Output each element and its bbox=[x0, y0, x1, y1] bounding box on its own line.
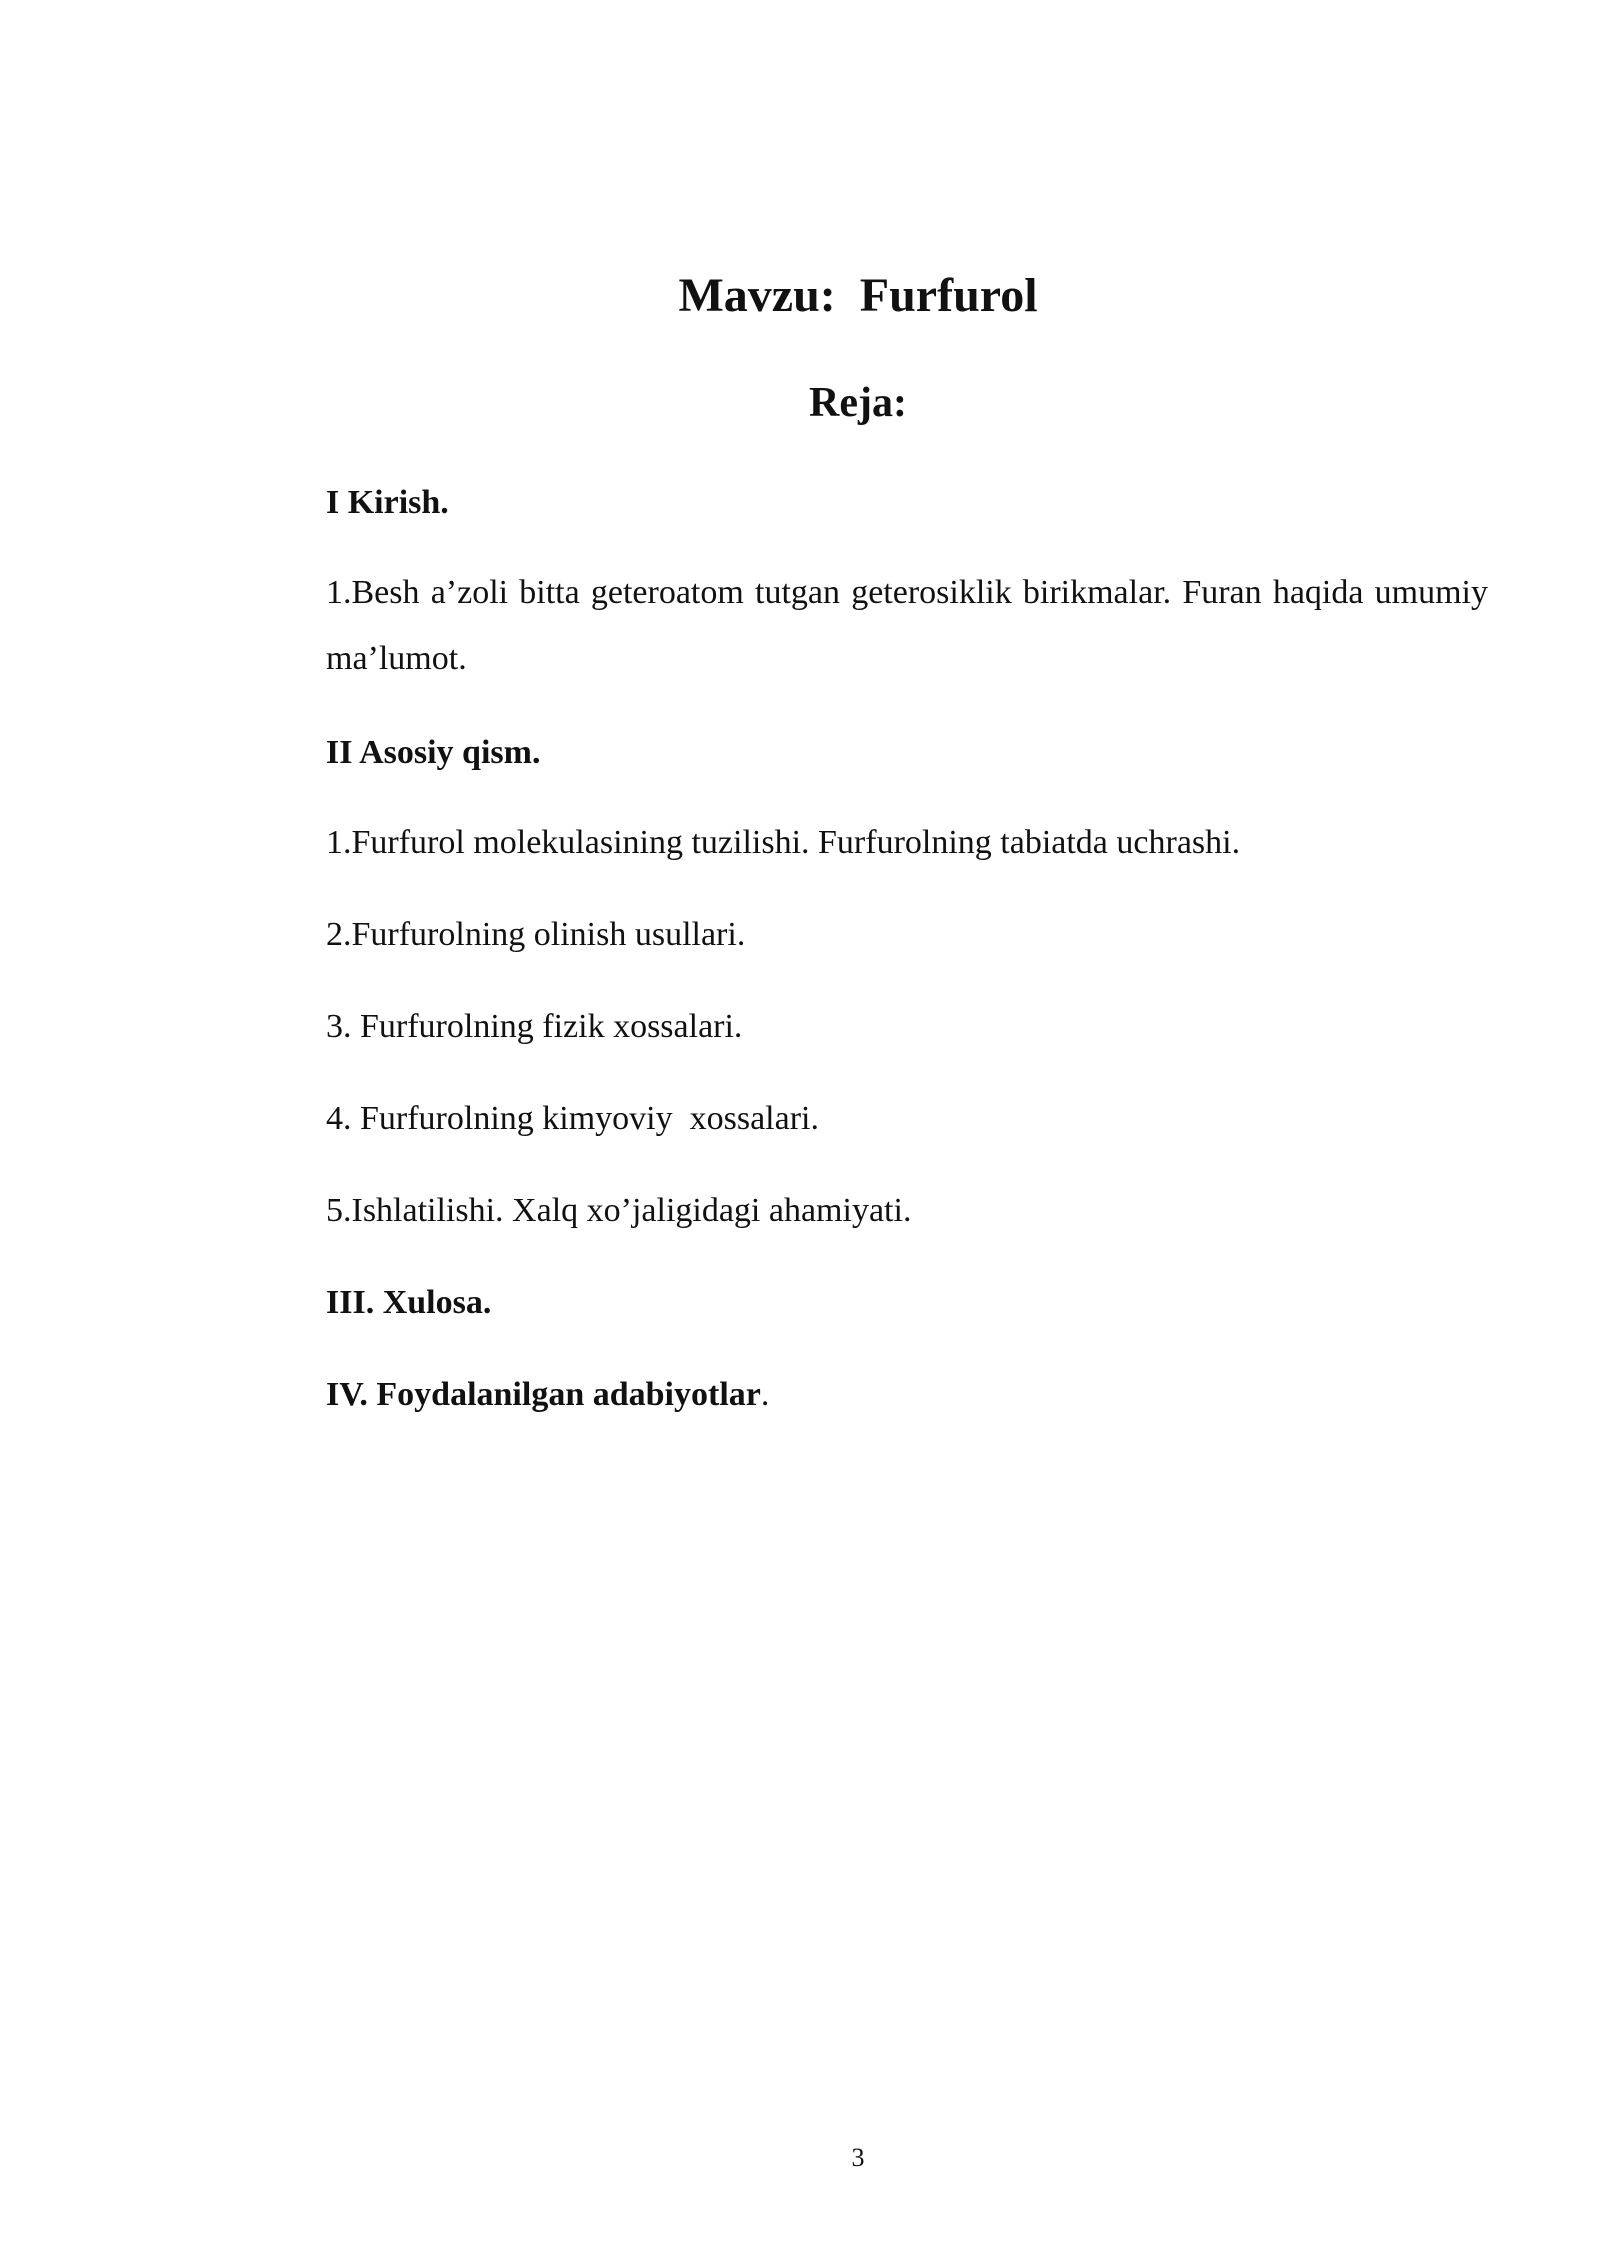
intro-item-1: 1.Besh a’zoli bitta geteroatom tutgan geterosiklik birikmalar. Furan haqida umumiy ma’lumot. bbox=[326, 574, 1488, 677]
conclusion-heading: III. Xulosa. bbox=[326, 1284, 492, 1321]
main-item-4: 4. Furfurolning kimyoviy xossalari. bbox=[326, 1100, 819, 1137]
references-line bbox=[326, 1372, 1488, 1418]
references-heading: IV. Foydalanilgan adabiyotlar bbox=[326, 1376, 761, 1413]
main-item-5: 5.Ishlatilishi. Xalq xo’jaligidagi ahamiyati. bbox=[326, 1192, 912, 1229]
page-number: 3 bbox=[851, 2143, 865, 2172]
main-heading: II Asosiy qism. bbox=[326, 734, 541, 771]
intro-heading: I Kirish. bbox=[326, 484, 449, 521]
main-item-2: 2.Furfurolning olinish usullari. bbox=[326, 916, 746, 953]
page-title: Mavzu: Furfurol bbox=[678, 269, 1038, 322]
main-item-1: 1.Furfurol molekulasining tuzilishi. Furfurolning tabiatda uchrashi. bbox=[326, 824, 1241, 861]
main-item-3: 3. Furfurolning fizik xossalari. bbox=[326, 1008, 743, 1045]
plan-heading: Reja: bbox=[809, 380, 907, 426]
references-period: . bbox=[760, 1376, 770, 1413]
